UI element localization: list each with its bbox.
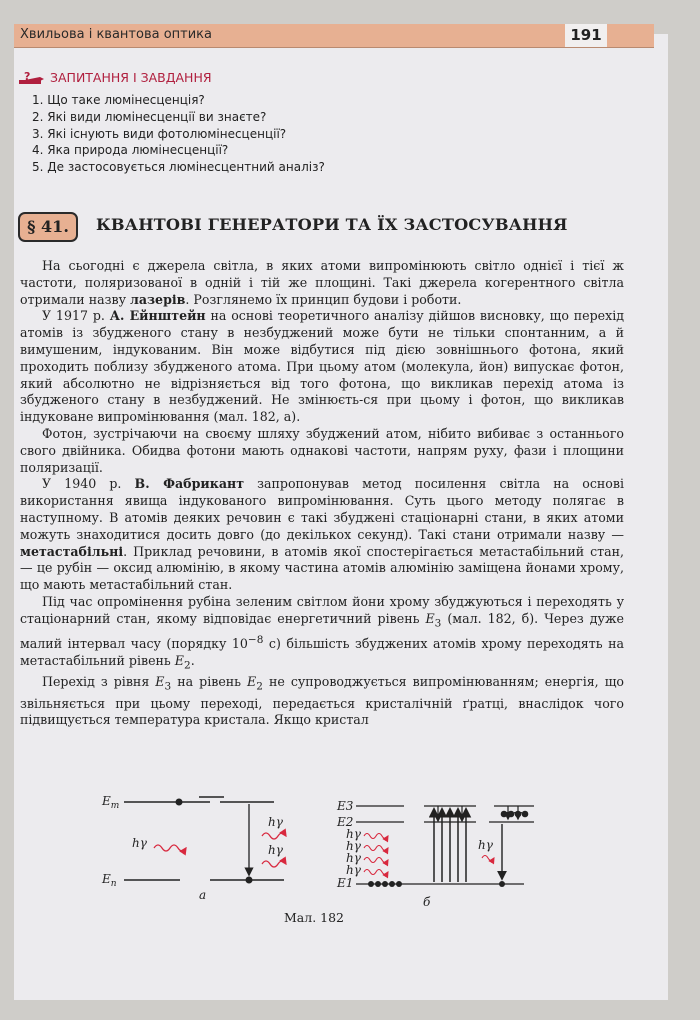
section-body (20, 258, 624, 729)
electron (176, 799, 183, 806)
level-em-label: $E_m$ (102, 794, 120, 811)
question-item: 2. Які види люмінесценції ви знаєте? (32, 109, 267, 124)
running-header (14, 24, 654, 48)
page-number: 191 (565, 24, 607, 47)
questions-list (32, 92, 325, 176)
section-title: КВАНТОВІ ГЕНЕРАТОРИ ТА ЇХ ЗАСТОСУВАННЯ (96, 215, 568, 234)
question-item: 1. Що таке люмінесценція? (32, 93, 205, 107)
photon-label: hγ (478, 838, 493, 852)
photon-wave (262, 861, 286, 867)
photon-label: hγ (132, 836, 147, 850)
photon-label: hγ (268, 843, 283, 857)
svg-text:?: ? (24, 69, 31, 83)
section-number-badge: § 41. (18, 212, 78, 242)
paragraph-6: Перехід з рівня $E_3$ на рівень $E_2$ не супроводжується випромінюванням; енергія, що звільняється при цьому переході, передається кристалічній ґратці, внаслідок чого підвищується температура кристала. Якщо кристал (20, 674, 624, 728)
paragraph-1: На сьогодні є джерела світла, в яких атоми випромінюють світло однієї і тієї ж частоти, поляризованої в одній і тій же площині. Такі джерела когерентного світла отримали назву лазерів. Розглянемо їх принцип будови і роботи. (20, 258, 624, 307)
paragraph-3: Фотон, зустрічаючи на своєму шляху збуджений атом, нібито вибиває з останнього свого двійника. Обидва фотони мають однакові частоти, напрям руху, фази і площини поляризації. (20, 425, 624, 475)
question-item: 4. Яка природа люмінесценції? (32, 143, 229, 158)
photon-label: hγ (346, 851, 361, 865)
level-en-label: $E_n$ (102, 872, 117, 889)
photon-label: hγ (346, 827, 361, 841)
photon-wave (262, 833, 286, 839)
paragraph-2: У 1917 р. А. Ейнштейн на основі теоретичного аналізу дійшов висновку, що перехід атомів із збудженого стану в незбуджений може бути не тільки спонтанним, а й вимушеним, індукованим. Він може відбутися під дією зовнішнього фотона, який проходить поблизу збудженого атома. При цьому атом (молекула, йон) випускає фотон, який абсолютно не відрізняється від того фотона, що викликав перехід атома із збудженого стану в незбуджений. Не змінюєть-ся при цьому і фотон, що викликав індуковане випромінювання (мал. 182, а). (20, 308, 625, 425)
question-pencil-icon (18, 71, 46, 87)
questions-heading (18, 70, 212, 88)
photon-label: hγ (346, 863, 361, 877)
paragraph-4: У 1940 р. В. Фабрикант запропонував метод посилення світла на основі використання явища індукованого випромінювання. Суть цього методу полягає в наступному. В атомів деяких речовин є такі збуджені стаціонарні стани, в яких атоми можуть знаходитися досить довго (до декількох секунд). Такі стани отримали назву — метастабільні. Приклад речовини, в атомів якої спостерігається метастабільний стан, — це рубін — оксид алюмінію, в якому частина атомів алюмінію заміщена йонами хрому, що мають метастабільний стан. (20, 476, 624, 593)
diagram-a (101, 794, 286, 902)
questions-heading-text: ЗАПИТАННЯ І ЗАВДАННЯ (49, 70, 212, 85)
subfigure-a-label: а (199, 888, 207, 902)
photon-label: hγ (346, 839, 361, 853)
subfigure-b-label: б (423, 895, 431, 909)
question-item: 3. Які існують види фотолюмінесценції? (32, 126, 287, 141)
level-e1-label: E1 (337, 876, 354, 890)
question-item: 5. Де застосовується люмінесцентний аналіз? (32, 160, 325, 175)
level-e3-label: E3 (337, 799, 354, 813)
paragraph-5: Під час опромінення рубіна зеленим світлом йони хрому збуджуються і переходять у стаціонарний стан, якому відповідає енергетичний рівень $E_3$ (мал. 182, б). Через дуже малий інтервал часу (порядку $10^{-8}$ с) більшість збуджених атомів хрому переходять на метастабільний рівень $E_2$. (20, 593, 624, 672)
figure-182 (84, 762, 554, 909)
photon-label: hγ (268, 815, 283, 829)
level-e2-label: E2 (337, 815, 354, 829)
figure-caption: Мал. 182 (284, 910, 344, 925)
header-title: Хвильова і квантова оптика (20, 27, 213, 42)
photon-wave (154, 845, 186, 851)
